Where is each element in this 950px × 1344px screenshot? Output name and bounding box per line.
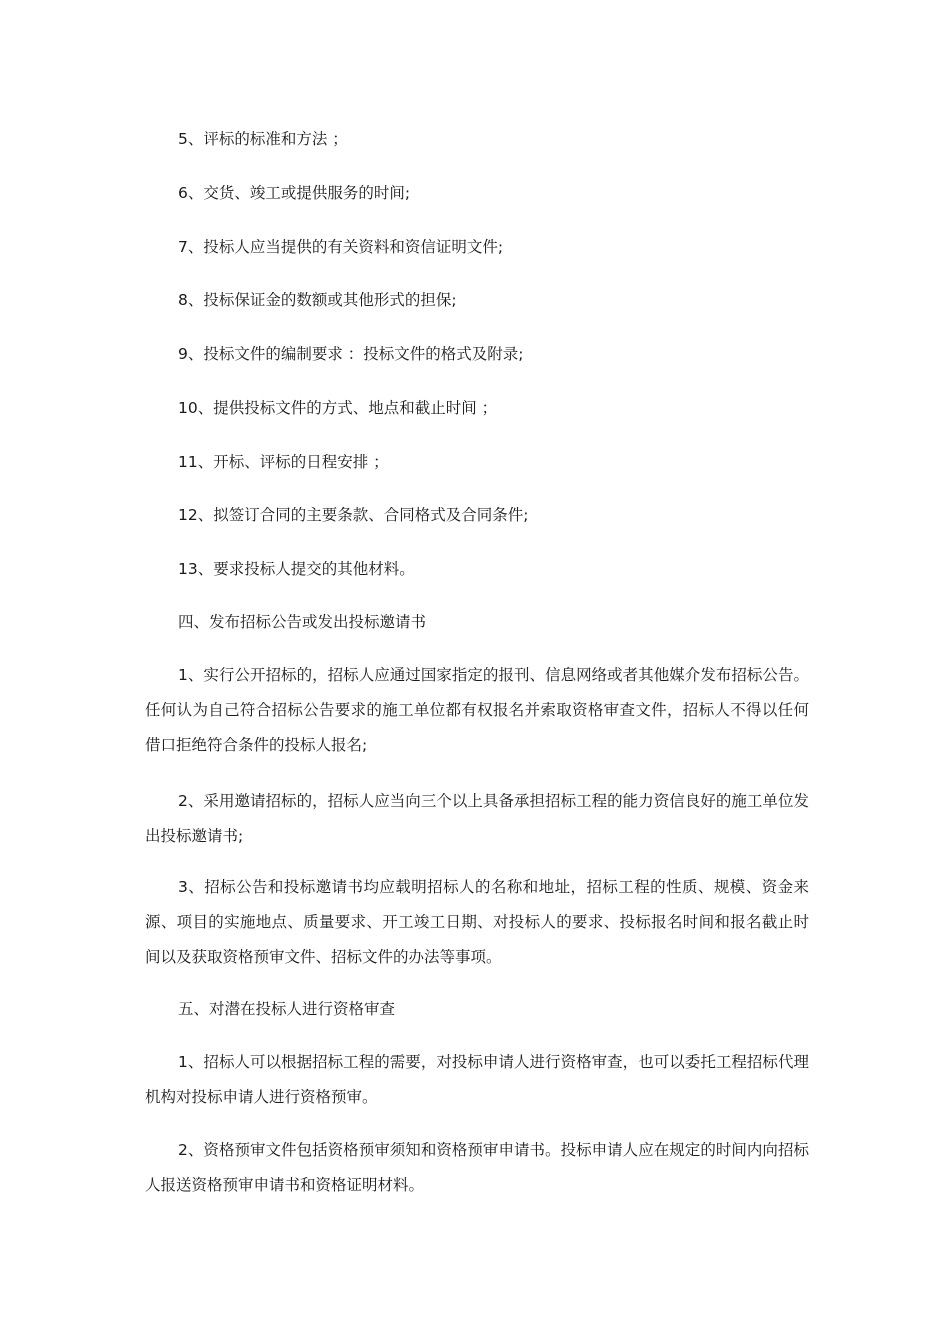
list-item-12: 12、拟签订合同的主要条款、合同格式及合同条件; (178, 506, 529, 524)
list-item-8: 8、投标保证金的数额或其他形式的担保; (178, 291, 457, 309)
paragraph-5-1: 1、招标人可以根据招标工程的需要，对投标申请人进行资格审查，也可以委托工程招标代理机构对投标申请人进行资格预审。 (145, 1053, 809, 1106)
paragraph-5-2: 2、资格预审文件包括资格预审须知和资格预审申请书。投标申请人应在规定的时间内向招标人报送资格预审申请书和资格证明材料。 (145, 1141, 809, 1194)
list-item-6: 6、交货、竣工或提供服务的时间; (178, 184, 411, 202)
list-item-13: 13、要求投标人提交的其他材料。 (178, 560, 415, 578)
list-item-9: 9、投标文件的编制要求 ：投标文件的格式及附录; (178, 345, 524, 363)
paragraph-4-3: 3、招标公告和投标邀请书均应载明招标人的名称和地址，招标工程的性质、规模、资金来源、项目的实施地点、质量要求、开工竣工日期、对投标人的要求、投标报名时间和报名截止时间以及获取资格预审文件、招标文件的办法等事项。 (145, 878, 809, 966)
list-item-10: 10、提供投标文件的方式、地点和截止时间 ； (178, 399, 498, 417)
list-item-11: 11、开标、评标的日程安排 ； (178, 453, 389, 471)
list-item-5: 5、评标的标准和方法 ； (178, 130, 348, 148)
section-heading-5: 五、对潜在投标人进行资格审查 (178, 1000, 396, 1018)
section-heading-4: 四、发布招标公告或发出投标邀请书 (178, 613, 427, 631)
paragraph-4-1: 1、实行公开招标的，招标人应通过国家指定的报刊、信息网络或者其他媒介发布招标公告。任何认为自己符合招标公告要求的施工单位都有权报名并索取资格审查文件，招标人不得以任何借口拒绝符合条件的投标人报名; (145, 666, 809, 754)
list-item-7: 7、投标人应当提供的有关资料和资信证明文件; (178, 238, 504, 256)
paragraph-4-2: 2、采用邀请招标的，招标人应当向三个以上具备承担招标工程的能力资信良好的施工单位发出投标邀请书; (145, 792, 809, 845)
